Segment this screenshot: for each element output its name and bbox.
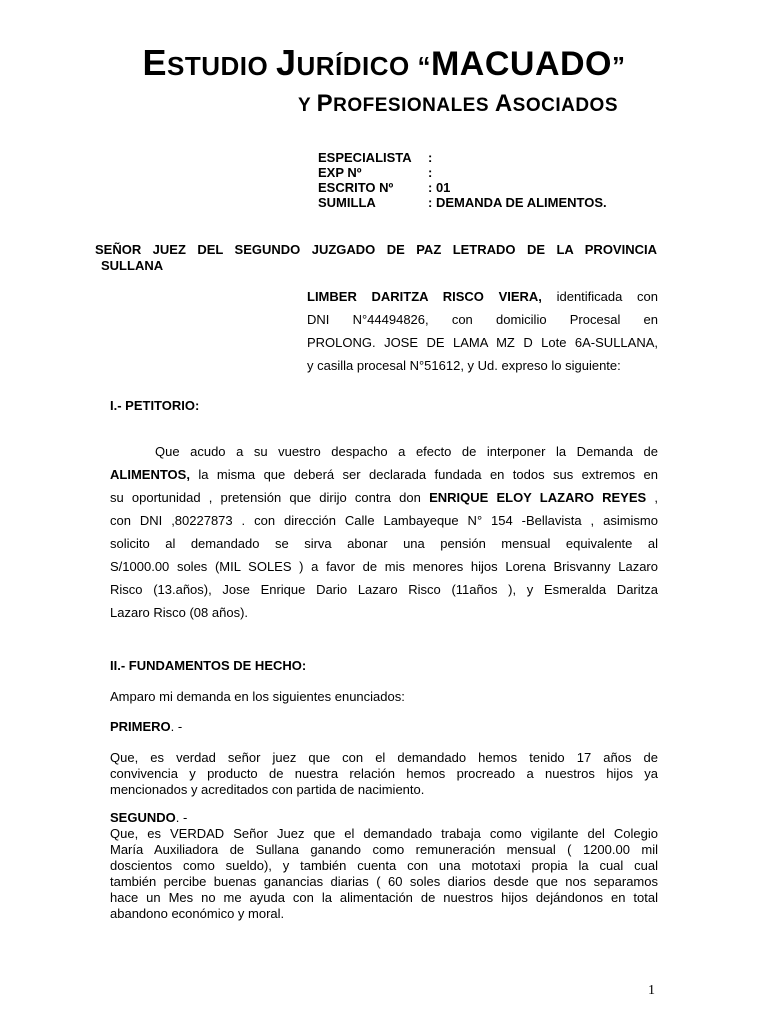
case-info-value: : [428, 150, 433, 165]
firm-word-estudio: STUDIO [166, 51, 276, 81]
case-info-label: ESCRITO Nº [318, 180, 394, 195]
case-info-value: : [428, 165, 433, 180]
petitorio-line: Lazaro Risco (08 años). [110, 605, 249, 620]
client-line: y casilla procesal N°51612, y Ud. expreso lo siguiente: [307, 358, 621, 373]
case-info-row [318, 195, 607, 210]
client-name: LIMBER DARITZA RISCO VIERA, [307, 289, 542, 304]
paragraph-line: convivencia y producto de nuestra relación hemos procreado a nuestros hijos ya [110, 766, 658, 781]
firm-initial-e: E [142, 42, 167, 83]
petitorio-line: Risco (13.años), Jose Enrique Dario Lazaro Risco (11años ), y Esmeralda Daritza [110, 582, 658, 597]
point-body-primero [110, 750, 658, 798]
paragraph-line: mencionados y acreditados con partida de nacimiento. [110, 782, 425, 797]
paragraph-line: abandono económico y moral. [110, 906, 285, 921]
case-info-row [318, 180, 607, 195]
firm-initial-p: P [316, 90, 334, 117]
firm-name-line1 [0, 42, 768, 84]
petitorio-line: Que acudo a su vuestro despacho a efecto de interponer la Demanda de [155, 444, 658, 459]
case-info-value: : 01 [428, 180, 451, 195]
petitorio-body [110, 440, 658, 624]
point-body-segundo [110, 826, 658, 922]
paragraph-line: doscientos como sueldo), y también cuenta con una mototaxi propia la cual cual [110, 858, 658, 873]
firm-word-juridico: URÍDICO [296, 51, 418, 81]
case-info-row [318, 150, 607, 165]
petitorio-line: con DNI ,80227873 . con dirección Calle Lambayeque N° 154 -Bellavista , asimismo [110, 513, 658, 528]
firm-name-line2 [298, 90, 618, 118]
petitorio-line: S/1000.00 soles (MIL SOLES ) a favor de mis menores hijos Lorena Brisvanny Lazaro [110, 559, 658, 574]
case-info-row [318, 165, 607, 180]
paragraph-line: también percibe buenas ganancias diarias ( 60 soles diarios desde que nos separamos [110, 874, 658, 889]
point-heading-segundo: SEGUNDO. - [110, 810, 188, 825]
case-info-block [318, 150, 607, 210]
addressee-line1: SEÑOR JUEZ DEL SEGUNDO JUZGADO DE PAZ LETRADO DE LA PROVINCIA [95, 242, 657, 257]
fundamentos-intro: Amparo mi demanda en los siguientes enunciados: [110, 689, 405, 704]
firm-word-asociados: SOCIADOS [512, 95, 619, 116]
case-info-label: ESPECIALISTA [318, 150, 412, 165]
paragraph-line: Que, es verdad señor juez que con el demandado hemos tenido 17 años de [110, 750, 658, 765]
firm-initial-a: A [494, 90, 513, 117]
section-heading-fundamentos: II.- FUNDAMENTOS DE HECHO: [110, 658, 307, 673]
client-line: DNI N°44494826, con domicilio Procesal en [307, 312, 658, 327]
petitorio-line: solicito al demandado se sirva abonar una pensión mensual equivalente al [110, 536, 658, 551]
section-heading-petitorio: I.- PETITORIO: [110, 398, 200, 413]
petitorio-line: su oportunidad , pretensión que dirijo contra don ENRIQUE ELOY LAZARO REYES , [110, 490, 658, 505]
firm-word-profesionales: ROFESIONALES [333, 95, 495, 116]
client-line: LIMBER DARITZA RISCO VIERA, identificada con [307, 289, 658, 304]
page-number: 1 [648, 983, 655, 998]
defendant-name: ENRIQUE ELOY LAZARO REYES [429, 490, 647, 505]
petitorio-line: ALIMENTOS, la misma que deberá ser declarada fundada en todos sus extremos en [110, 467, 658, 482]
client-line: PROLONG. JOSE DE LAMA MZ D Lote 6A-SULLANA, [307, 335, 658, 350]
firm-close-quote: ” [612, 51, 626, 81]
paragraph-line: Que, es VERDAD Señor Juez que el demandado trabaja como vigilante del Colegio [110, 826, 658, 841]
firm-word-y: Y [298, 95, 317, 116]
paragraph-line: hace un Mes no me ayuda con la alimentación de nuestros hijos dejándonos en total [110, 890, 658, 905]
case-info-value: : DEMANDA DE ALIMENTOS. [428, 195, 607, 210]
point-heading-primero: PRIMERO. - [110, 719, 183, 734]
paragraph-line: María Auxiliadora de Sullana ganando como remuneración mensual ( 1200.00 mil [110, 842, 658, 857]
addressee-line2: SULLANA [101, 258, 164, 273]
case-info-label: SUMILLA [318, 195, 376, 210]
case-info-label: EXP Nº [318, 165, 362, 180]
client-identification [307, 285, 658, 377]
firm-open-quote: “ [417, 51, 431, 81]
firm-initial-j: J [275, 42, 297, 83]
firm-brand-name: MACUADO [430, 45, 613, 83]
